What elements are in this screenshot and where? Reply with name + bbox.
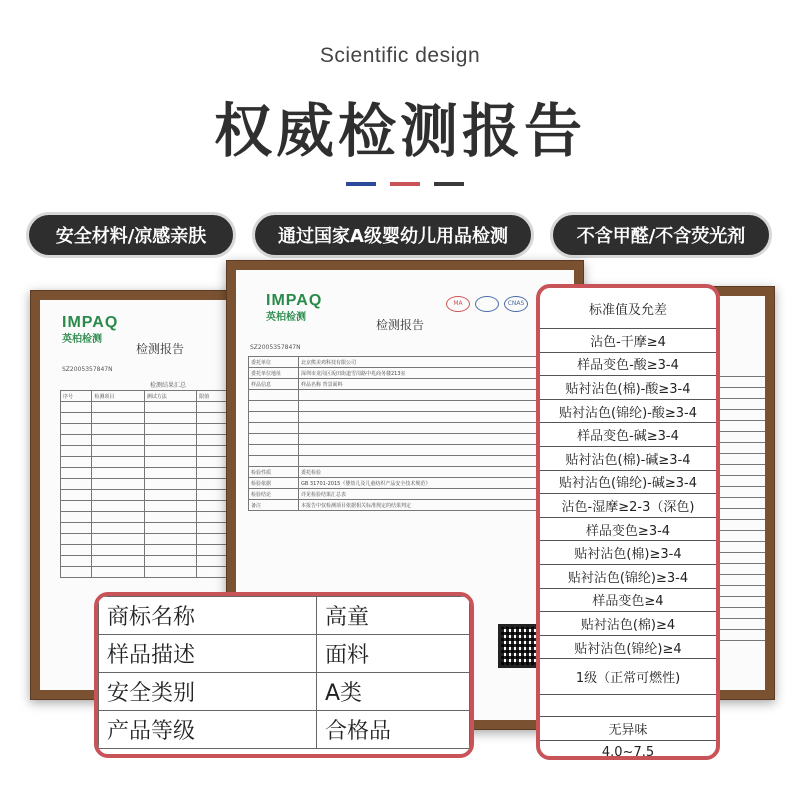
impaq-logo: IMPAQ 英柏检测 <box>266 292 323 323</box>
report-number: SZ2005357847N <box>62 366 113 373</box>
badge-a-class-test: 通过国家A级婴幼儿用品检测 <box>252 212 534 258</box>
list-item: 贴衬沾色(锦纶)-碱≥3-4 <box>540 471 716 495</box>
list-item: 贴衬沾色(棉)≥4 <box>540 612 716 636</box>
subtitle: Scientific design <box>319 44 481 67</box>
value-safety-class: A类 <box>317 673 470 711</box>
list-item: 贴衬沾色(锦纶)≥3-4 <box>540 565 716 589</box>
standards-header: 标准值及允差 <box>540 288 716 329</box>
accent-bar-blue <box>346 182 376 186</box>
report-info-table: 委托单位 北京熊美鸡科技有限公司 委托单位地址 深圳市龙岗区坂田街道雪岗路中兆商务楼213室 样品信息 样品名称 背景面料 检验性质 委托检验 检验依据 GB 31701-2015《婴幼儿及儿童纺织产品安全技术规范》 检验结论 详见检验结果汇总表 备注 本报告中仅检测项目依据相关标准规定的结果判定 <box>248 356 566 511</box>
badge-no-formaldehyde: 不含甲醛/不含荧光剂 <box>550 212 772 258</box>
value-sample-desc: 面料 <box>317 635 470 673</box>
product-info-table <box>98 596 470 749</box>
list-item: 贴衬沾色(锦纶)≥4 <box>540 636 716 660</box>
label-trademark: 商标名称 <box>99 597 317 635</box>
flammability-value: 1级（正常可燃性) <box>540 659 716 695</box>
label-safety-class: 安全类别 <box>99 673 317 711</box>
feature-badges <box>0 212 800 258</box>
list-item: 贴衬沾色(棉)≥3-4 <box>540 541 716 565</box>
table-row <box>99 673 470 711</box>
summary-heading: 检测结果汇总 <box>150 382 187 389</box>
ph-value: 4.0~7.5 <box>540 741 716 760</box>
ilac-mark-icon <box>475 296 499 312</box>
summary-table: 序号 检测项目 测试方法 限值 <box>60 390 250 578</box>
badge-safe-material: 安全材料/凉感亲肤 <box>26 212 236 258</box>
value-product-grade: 合格品 <box>317 711 470 749</box>
list-item: 样品变色≥4 <box>540 589 716 613</box>
table-row <box>99 635 470 673</box>
accent-bar-red <box>390 182 420 186</box>
list-item: 贴衬沾色(棉)-酸≥3-4 <box>540 376 716 400</box>
label-sample-desc: 样品描述 <box>99 635 317 673</box>
cma-mark-icon: MA <box>446 296 470 312</box>
list-item: 沾色-干摩≥4 <box>540 329 716 353</box>
list-item-blank <box>540 695 716 717</box>
table-row <box>99 597 470 635</box>
certification-marks <box>446 296 528 312</box>
cnas-mark-icon: CNAS <box>504 296 528 312</box>
accent-bar-dark <box>434 182 464 186</box>
odor-value: 无异味 <box>540 717 716 741</box>
product-info-callout <box>94 592 474 758</box>
impaq-logo: IMPAQ 英柏检测 <box>62 314 119 345</box>
standards-callout <box>536 284 720 760</box>
list-item: 沾色-湿摩≥2-3（深色) <box>540 494 716 518</box>
list-item: 样品变色-碱≥3-4 <box>540 423 716 447</box>
list-item: 贴衬沾色(锦纶)-酸≥3-4 <box>540 400 716 424</box>
report-number: SZ2005357847N <box>250 344 301 351</box>
list-item: 样品变色≥3-4 <box>540 518 716 542</box>
list-item: 贴衬沾色(棉)-碱≥3-4 <box>540 447 716 471</box>
value-trademark: 高童 <box>317 597 470 635</box>
report-title: 检测报告 <box>376 318 425 332</box>
accent-bars <box>346 182 464 186</box>
list-item: 样品变色-酸≥3-4 <box>540 353 716 377</box>
standards-list <box>540 288 716 760</box>
report-title: 检测报告 <box>136 342 185 356</box>
label-product-grade: 产品等级 <box>99 711 317 749</box>
table-row <box>99 711 470 749</box>
page-title: 权威检测报告 <box>213 97 586 165</box>
